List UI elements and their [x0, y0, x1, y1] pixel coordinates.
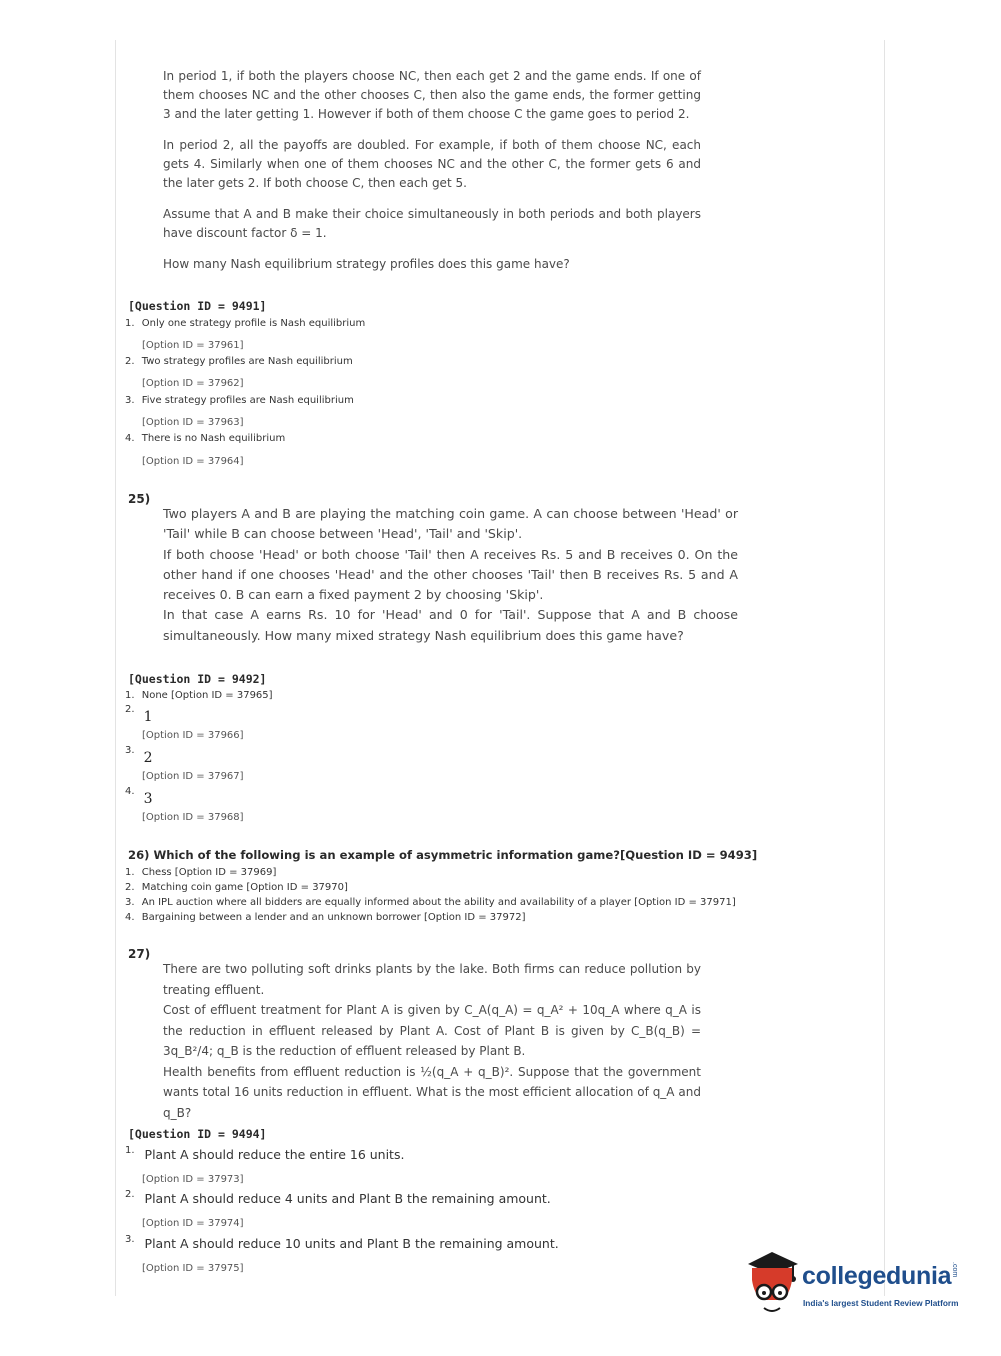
option-number: 3. [125, 395, 135, 406]
option-number: 3. [125, 897, 135, 908]
option-number: 1. [125, 1145, 135, 1156]
option-value: 2 [143, 750, 153, 766]
q26-option[interactable] [125, 896, 736, 909]
collegedunia-logo[interactable] [742, 1250, 972, 1320]
q26-heading: 26) Which of the following is an example of asymmetric information game?[Question ID = 9493] [128, 848, 758, 862]
q27-option[interactable] [125, 1234, 559, 1249]
q27-paragraph: There are two polluting soft drinks plants by the lake. Both firms can reduce pollution by treating effluent. [163, 962, 701, 997]
option-id: [Option ID = 37964] [142, 456, 244, 467]
option-id: [Option ID = 37974] [142, 1218, 244, 1229]
q27-number: 27) [128, 947, 151, 961]
option-number: 3. [125, 1234, 135, 1245]
option-text: An IPL auction where all bidders are equally informed about the ability and availability of a player [Option ID = 37971] [141, 897, 736, 908]
q25-option[interactable] [125, 689, 273, 702]
option-text: Plant A should reduce 10 units and Plant B the remaining amount. [144, 1236, 559, 1251]
option-number: 2. [125, 356, 135, 367]
option-id: [Option ID = 37963] [142, 417, 244, 428]
logo-tagline: India's largest Student Review Platform [803, 1298, 959, 1308]
q24-paragraph: In period 2, all the payoffs are doubled. For example, if both of them choose NC, each gets 4. Similarly when one of them chooses NC and the other C, the former gets 6 and the later gets 2. If both choose C, then each get 5. [163, 138, 701, 190]
option-text: Plant A should reduce the entire 16 units. [144, 1147, 405, 1162]
q24-question-id: [Question ID = 9491] [128, 299, 267, 313]
option-id: [Option ID = 37967] [142, 771, 244, 782]
q25-option[interactable] [125, 745, 153, 764]
option-id: [Option ID = 37966] [142, 730, 244, 741]
option-number: 2. [125, 704, 135, 715]
q27-option[interactable] [125, 1189, 551, 1204]
page-right-border [884, 40, 885, 1296]
q27-question-id: [Question ID = 9494] [128, 1127, 267, 1141]
q24-text [163, 67, 701, 274]
q26-option[interactable] [125, 911, 526, 924]
mascot-icon [742, 1250, 802, 1316]
logo-suffix: .com [951, 1262, 959, 1278]
option-number: 1. [125, 867, 135, 878]
option-id: [Option ID = 37968] [142, 812, 244, 823]
q25-paragraph: If both choose 'Head' or both choose 'Tail' then A receives Rs. 5 and B receives 0. On the other hand if one chooses 'Head' and the other chooses 'Tail' then B receives Rs. 5 and A receives 0. B can earn a fixed payment 2 by choosing 'Skip'. [163, 546, 738, 603]
q24-paragraph: Assume that A and B make their choice simultaneously in both periods and both players have discount factor δ = 1. [163, 207, 701, 240]
q24-paragraph: How many Nash equilibrium strategy profiles does this game have? [163, 257, 570, 271]
option-text: Only one strategy profile is Nash equilibrium [141, 318, 366, 329]
q25-option[interactable] [125, 786, 153, 805]
logo-wordmark [802, 1262, 958, 1291]
q24-option[interactable] [125, 394, 354, 407]
option-value: 1 [143, 709, 153, 725]
logo-name: collegedunia [802, 1262, 952, 1290]
option-number: 1. [125, 690, 135, 701]
q25-text [163, 504, 738, 646]
q25-question-id: [Question ID = 9492] [128, 672, 267, 686]
q26-option[interactable] [125, 881, 348, 894]
q27-option[interactable] [125, 1145, 404, 1160]
option-id: [Option ID = 37975] [142, 1263, 244, 1274]
option-text: Five strategy profiles are Nash equilibrium [141, 395, 354, 406]
q24-option[interactable] [125, 317, 365, 330]
option-number: 1. [125, 318, 135, 329]
option-id: [Option ID = 37961] [142, 340, 244, 351]
option-text: There is no Nash equilibrium [141, 433, 286, 444]
q24-paragraph: In period 1, if both the players choose NC, then each get 2 and the game ends. If one of them chooses NC and the other chooses C, then also the game ends, the former getting 3 and the later getting 1. However if both of them choose C the game goes to period 2. [163, 69, 701, 121]
q27-paragraph: Cost of effluent treatment for Plant A is given by C_A(q_A) = q_A² + 10q_A where q_A is the reduction in effluent released by Plant A. Cost of Plant B is given by C_B(q_B) = 3q_B²/4; q_B is the reduction of effluent released by Plant B. [163, 1003, 701, 1058]
q25-paragraph: In that case A earns Rs. 10 for 'Head' and 0 for 'Tail'. Suppose that A and B choose simultaneously. How many mixed strategy Nash equilibrium does this game have? [163, 607, 738, 643]
q27-paragraph: Health benefits from effluent reduction is ½(q_A + q_B)². Suppose that the government wants total 16 units reduction in effluent. What is the most efficient allocation of q_A and q_B? [163, 1064, 701, 1120]
option-id: [Option ID = 37962] [142, 378, 244, 389]
option-number: 4. [125, 433, 135, 444]
option-text: Chess [Option ID = 37969] [141, 867, 277, 878]
option-text: None [Option ID = 37965] [141, 690, 273, 701]
option-number: 2. [125, 1189, 135, 1200]
option-number: 3. [125, 745, 135, 756]
q25-number: 25) [128, 492, 151, 506]
option-number: 2. [125, 882, 135, 893]
option-number: 4. [125, 912, 135, 923]
option-number: 4. [125, 786, 135, 797]
page-left-border [115, 40, 116, 1296]
q27-text [163, 959, 701, 1123]
option-text: Matching coin game [Option ID = 37970] [141, 882, 348, 893]
option-value: 3 [143, 791, 153, 807]
q24-option[interactable] [125, 432, 285, 445]
option-text: Bargaining between a lender and an unknown borrower [Option ID = 37972] [141, 912, 526, 923]
q25-paragraph: Two players A and B are playing the matching coin game. A can choose between 'Head' or 'Tail' while B can choose between 'Head', 'Tail' and 'Skip'. [163, 506, 738, 542]
q26-option[interactable] [125, 866, 276, 879]
q24-option[interactable] [125, 355, 353, 368]
option-text: Plant A should reduce 4 units and Plant B the remaining amount. [144, 1191, 551, 1206]
option-text: Two strategy profiles are Nash equilibrium [141, 356, 353, 367]
option-id: [Option ID = 37973] [142, 1174, 244, 1185]
q25-option[interactable] [125, 704, 153, 723]
